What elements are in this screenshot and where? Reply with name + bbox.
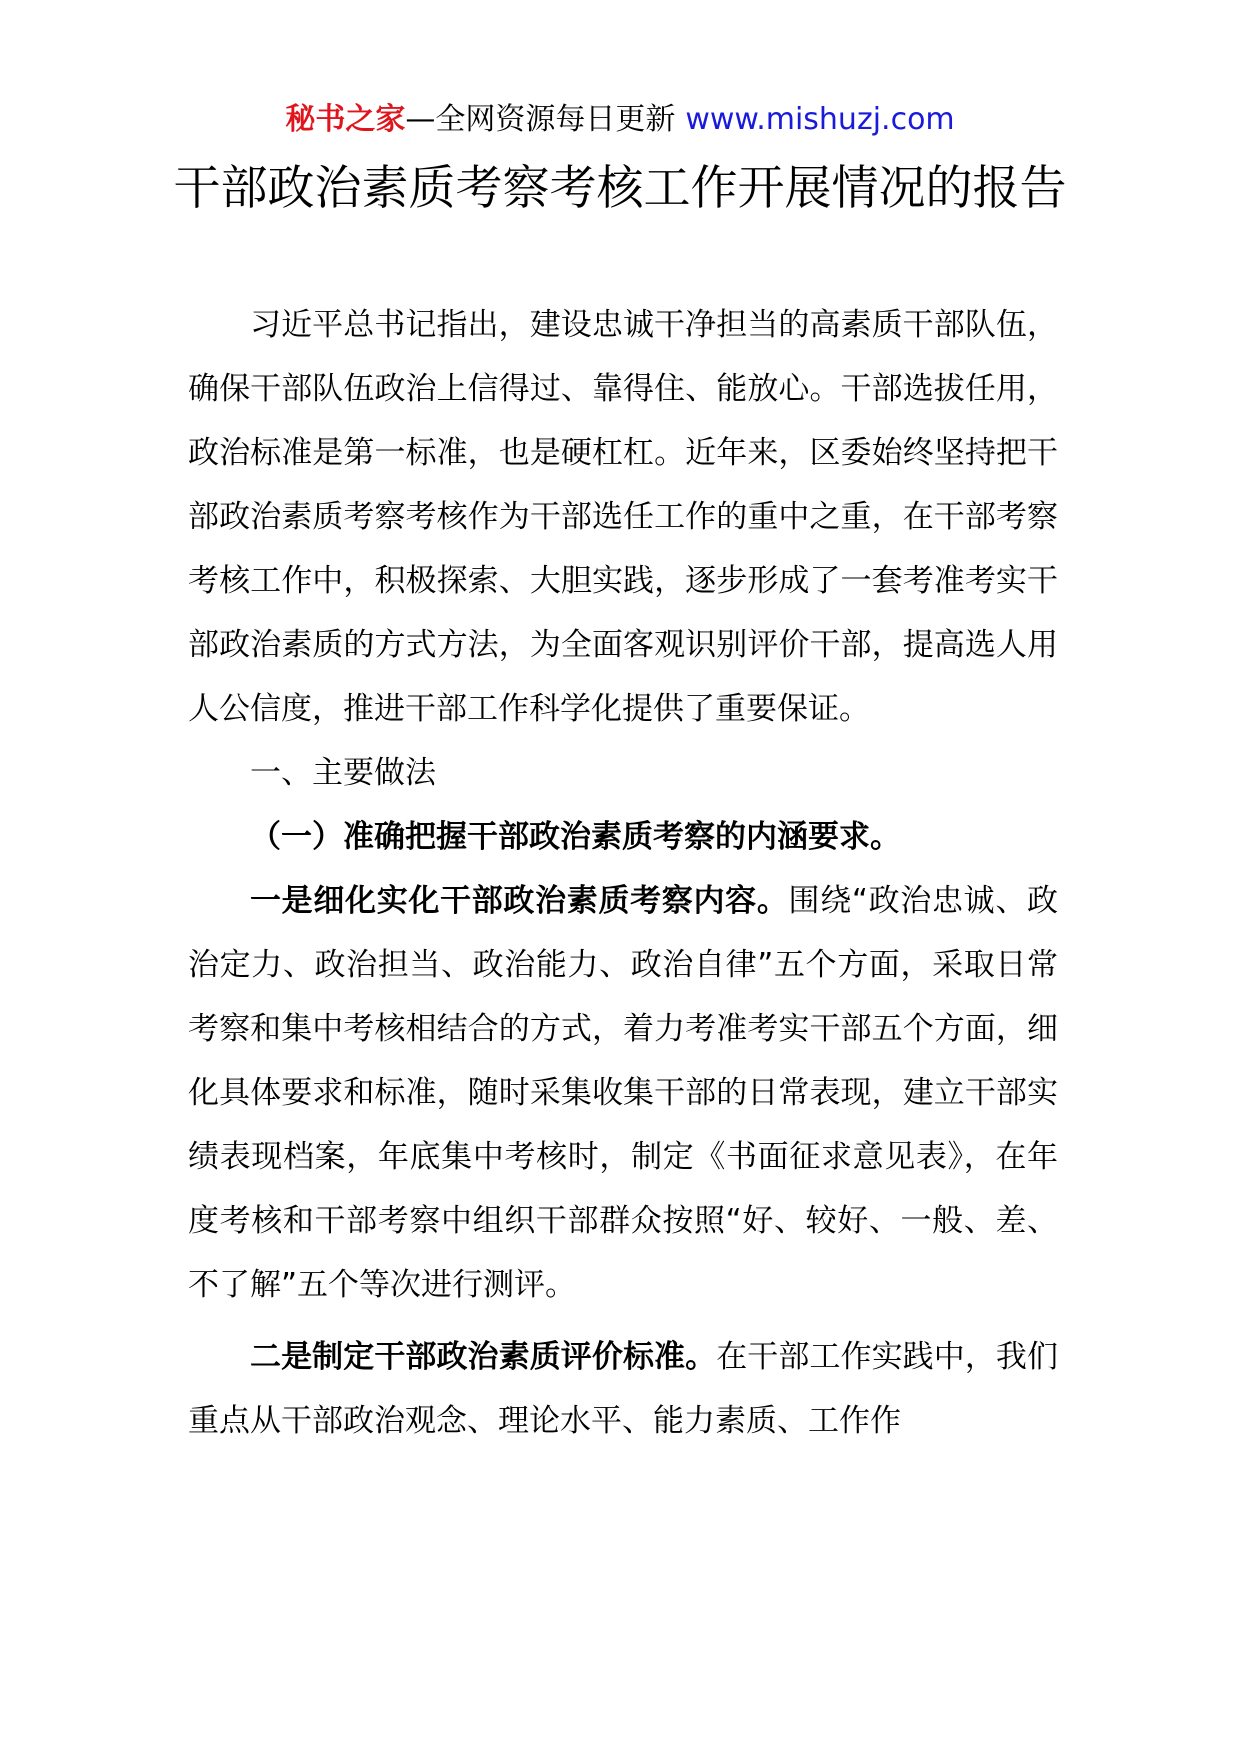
section-heading: 一、主要做法 <box>250 755 436 791</box>
point-1-text: 围绕“政治忠诚、政治定力、政治担当、政治能力、政治自律”五个方面，采取日常考察和集中考核相结合的方式，着力考准考实干部五个方面，细化具体要求和标准，随时采集收集干部的日常表现，建立干部实绩表现档案，年底集中考核时，制定《书面征求意见表》，在年度考核和干部考察中组织干部群众按照“好、较好、一般、差、不了解”五个等次进行测评。 <box>188 883 1058 1303</box>
subsection-heading: （一）准确把握干部政治素质考察的内涵要求。 <box>250 819 901 855</box>
point-2-paragraph <box>188 1325 1058 1453</box>
header-tagline: —全网资源每日更新 <box>405 102 676 137</box>
intro-paragraph: 习近平总书记指出，建设忠诚干净担当的高素质干部队伍，确保干部队伍政治上信得过、靠得住、能放心。干部选拔任用，政治标准是第一标准，也是硬杠杠。近年来，区委始终坚持把干部政治素质考察考核作为干部选任工作的重中之重，在干部考察考核工作中，积极探索、大胆实践，逐步形成了一套考准考实干部政治素质的方式方法，为全面客观识别评价干部，提高选人用人公信度，推进干部工作科学化提供了重要保证。 <box>188 307 1058 727</box>
point-1-paragraph <box>188 869 1058 1317</box>
document-title: 干部政治素质考察考核工作开展情况的报告 <box>173 161 1067 216</box>
brand-name: 秘书之家 <box>285 102 406 137</box>
point-2-text: 在干部工作实践中，我们重点从干部政治观念、理论水平、能力素质、工作作 <box>188 1339 1059 1439</box>
site-header <box>0 100 1240 140</box>
point-1-lead: 一是细化实化干部政治素质考察内容。 <box>250 883 789 919</box>
document-body <box>188 293 1058 1453</box>
point-2-lead: 二是制定干部政治素质评价标准。 <box>250 1339 717 1375</box>
site-url-link[interactable]: www.mishuzj.com <box>685 102 955 137</box>
